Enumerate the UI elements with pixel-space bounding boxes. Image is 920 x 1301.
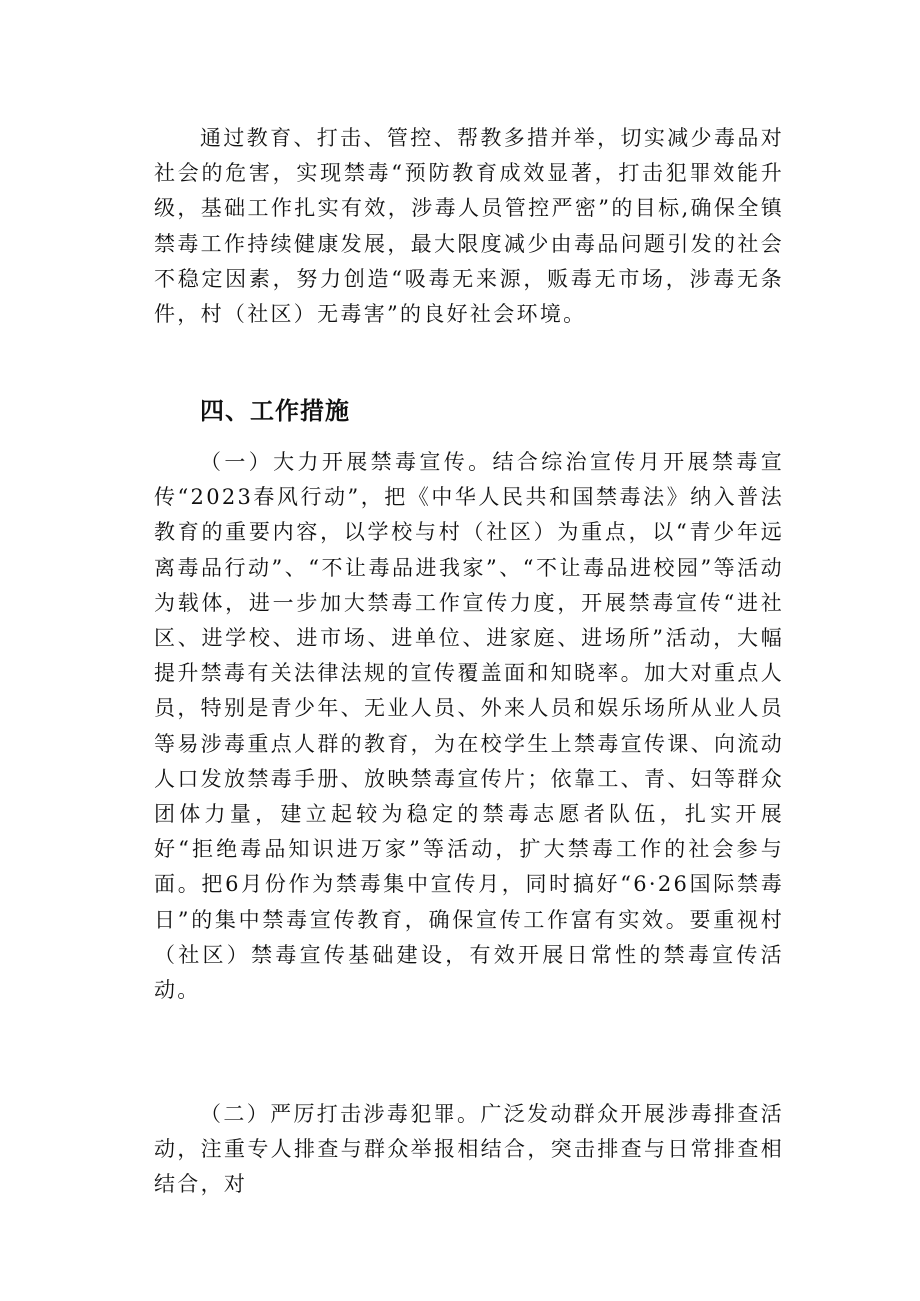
measure-2-paragraph: （二）严厉打击涉毒犯罪。广泛发动群众开展涉毒排查活动，注重专人排查与群众举报相结合，突击排查与日常排查相结合，对 — [154, 1102, 784, 1197]
section-heading: 四、工作措施 — [200, 397, 350, 425]
intro-paragraph: 通过教育、打击、管控、帮教多措并举，切实减少毒品对社会的危害，实现禁毒“预防教育成效显著，打击犯罪效能升级，基础工作扎实有效，涉毒人员管控严密”的目标,确保全镇禁毒工作持续健康发展，最大限度减少由毒品问题引发的社会不稳定因素，努力创造“吸毒无来源，贩毒无市场，涉毒无条件，村（社区）无毒害”的良好社会环境。 — [154, 126, 784, 327]
measure-1-paragraph: （一）大力开展禁毒宣传。结合综治宣传月开展禁毒宣传“2023春风行动”，把《中华人民共和国禁毒法》纳入普法教育的重要内容，以学校与村（社区）为重点，以“青少年远离毒品行动”、“不让毒品进我家”、“不让毒品进校园”等活动为载体，进一步加大禁毒工作宣传力度，开展禁毒宣传“进社区、进学校、进市场、进单位、进家庭、进场所”活动，大幅提升禁毒有关法律法规的宣传覆盖面和知晓率。加大对重点人员，特别是青少年、无业人员、外来人员和娱乐场所从业人员等易涉毒重点人群的教育，为在校学生上禁毒宣传课、向流动人口发放禁毒手册、放映禁毒宣传片；依靠工、青、妇等群众团体力量，建立起较为稳定的禁毒志愿者队伍，扎实开展好“拒绝毒品知识进万家”等活动，扩大禁毒工作的社会参与面。把6月份作为禁毒集中宣传月，同时搞好“6·26国际禁毒日”的集中禁毒宣传教育，确保宣传工作富有实效。要重视村（社区）禁毒宣传基础建设，有效开展日常性的禁毒宣传活动。 — [154, 450, 784, 1003]
